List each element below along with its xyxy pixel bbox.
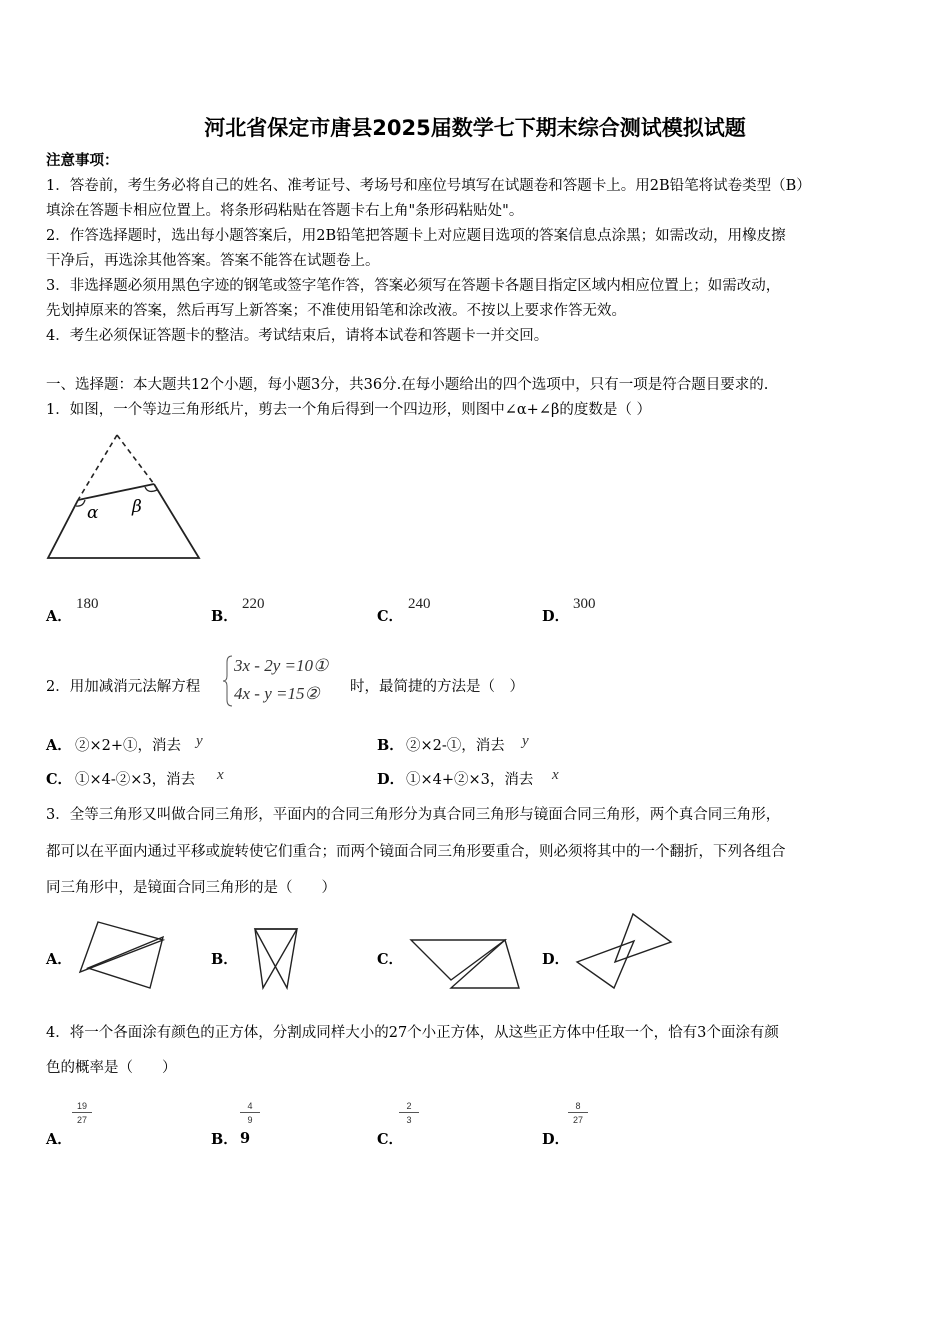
notice-line: 干净后，再选涂其他答案。答案不能答在试题卷上。 — [46, 253, 380, 269]
q3-a-triangle-1 — [80, 922, 163, 972]
notice-line: 4．考生必须保证答题卡的整洁。考试结束后，请将本试卷和答题卡一并交回。 — [46, 328, 549, 344]
q1-option-d-label: D． — [542, 608, 570, 625]
page-title: 河北省保定市唐县2025届数学七下期末综合测试模拟试题 — [204, 116, 746, 140]
equation-2: 4x - y =15② — [234, 684, 320, 703]
q3-option-d-label: D． — [542, 951, 570, 968]
q3-c-triangle-2 — [451, 940, 519, 988]
fraction-numerator: 19 — [72, 1101, 92, 1113]
q2-option-a-label: A． — [46, 737, 72, 754]
q3-d-triangle-2 — [615, 914, 671, 962]
q4-option-c-label: C． — [377, 1131, 404, 1148]
q2-option-c-var: x — [217, 767, 224, 783]
question-3-line: 都可以在平面内通过平移或旋转使它们重合；而两个镜面合同三角形要重合，则必须将其中的一个翻折，下列各组合 — [46, 844, 786, 860]
beta-label: β — [132, 497, 142, 517]
question-4-line: 4．将一个各面涂有颜色的正方体，分割成同样大小的27个小正方体，从这些正方体中任取一个，恰有3个面涂有颜 — [46, 1025, 779, 1041]
question-4-line: 色的概率是（ ） — [46, 1060, 177, 1076]
q4-option-a-label: A． — [46, 1131, 72, 1148]
fraction-numerator: 8 — [568, 1101, 588, 1113]
q4-option-c-fraction — [399, 1101, 419, 1125]
q2-option-c-label: C． — [46, 771, 73, 788]
fraction-denominator: 3 — [406, 1115, 412, 1125]
notice-line: 2．作答选择题时，选出每小题答案后，用2B铅笔把答题卡上对应题目选项的答案信息点涂黑；如需改动，用橡皮擦 — [46, 228, 786, 244]
fraction-denominator: 27 — [76, 1115, 87, 1125]
q2-option-b-text: ②×2-①，消去 — [406, 738, 505, 754]
q3-option-c-label: C． — [377, 951, 404, 968]
q1-option-b-value: 220 — [242, 596, 265, 612]
q3-d-triangle-1 — [577, 941, 634, 988]
fraction-numerator: 4 — [240, 1101, 260, 1113]
q1-option-a-label: A． — [46, 608, 72, 625]
q1-option-b-label: B． — [211, 608, 238, 625]
notice-line: 填涂在答题卡相应位置上。将条形码粘贴在答题卡右上角"条形码粘贴处"。 — [46, 203, 524, 219]
question-1-stem: 1．如图，一个等边三角形纸片，剪去一个角后得到一个四边形，则图中∠α+∠β的度数是（ ） — [46, 402, 651, 418]
q3-c-triangle-1 — [411, 940, 505, 980]
q4-option-a-fraction — [72, 1101, 92, 1125]
alpha-label: α — [87, 503, 99, 523]
q1-option-a-value: 180 — [76, 596, 99, 612]
fraction-denominator: 27 — [572, 1115, 583, 1125]
q3-option-a-label: A． — [46, 951, 72, 968]
notice-line: 3．非选择题必须用黑色字迹的钢笔或签字笔作答，答案必须写在答题卡各题目指定区域内相应位置上；如需改动， — [46, 278, 781, 294]
q4-option-b-fraction — [240, 1101, 260, 1125]
q2-option-b-label: B． — [377, 737, 404, 754]
question-3-line: 同三角形中，是镜面合同三角形的是（ ） — [46, 880, 336, 896]
question-2-prefix: 2．用加减消元法解方程 — [46, 679, 201, 695]
q2-option-d-label: D． — [377, 771, 405, 788]
section-heading: 一、选择题：本大题共12个小题，每小题3分，共36分.在每小题给出的四个选项中，只有一项是符合题目要求的. — [46, 377, 769, 393]
q4-option-d-label: D． — [542, 1131, 570, 1148]
q2-option-c-text: ①×4-②×3，消去 — [75, 772, 196, 788]
q4-option-b-label: B． — [211, 1131, 238, 1148]
question-2-suffix: 时，最简捷的方法是（ ） — [350, 679, 524, 695]
notice-line: 先划掉原来的答案，然后再写上新答案；不准使用铅笔和涂改液。不按以上要求作答无效。 — [46, 303, 626, 319]
equation-1: 3x - 2y =10① — [234, 656, 329, 675]
q2-option-d-text: ①×4+②×3，消去 — [406, 772, 534, 788]
q4-option-b-extra: 9 — [240, 1130, 251, 1147]
fraction-numerator: 2 — [399, 1101, 419, 1113]
q1-option-c-label: C． — [377, 608, 404, 625]
q2-option-d-var: x — [552, 767, 559, 783]
q2-option-a-var: y — [196, 733, 203, 749]
fraction-denominator: 9 — [247, 1115, 253, 1125]
notice-heading: 注意事项： — [46, 152, 119, 169]
q2-option-a-text: ②×2+①，消去 — [75, 738, 182, 754]
q2-option-b-var: y — [522, 733, 529, 749]
q3-option-b-label: B． — [211, 951, 238, 968]
notice-line: 1．答卷前，考生务必将自己的姓名、准考证号、考场号和座位号填写在试题卷和答题卡上。用2B铅笔将试卷类型（B） — [46, 178, 811, 194]
q3-b-triangle-1 — [255, 929, 297, 988]
q4-option-d-fraction — [568, 1101, 588, 1125]
question-3-line: 3．全等三角形又叫做合同三角形，平面内的合同三角形分为真合同三角形与镜面合同三角形，两个真合同三角形， — [46, 807, 781, 823]
q1-option-c-value: 240 — [408, 596, 431, 612]
q1-option-d-value: 300 — [573, 596, 596, 612]
